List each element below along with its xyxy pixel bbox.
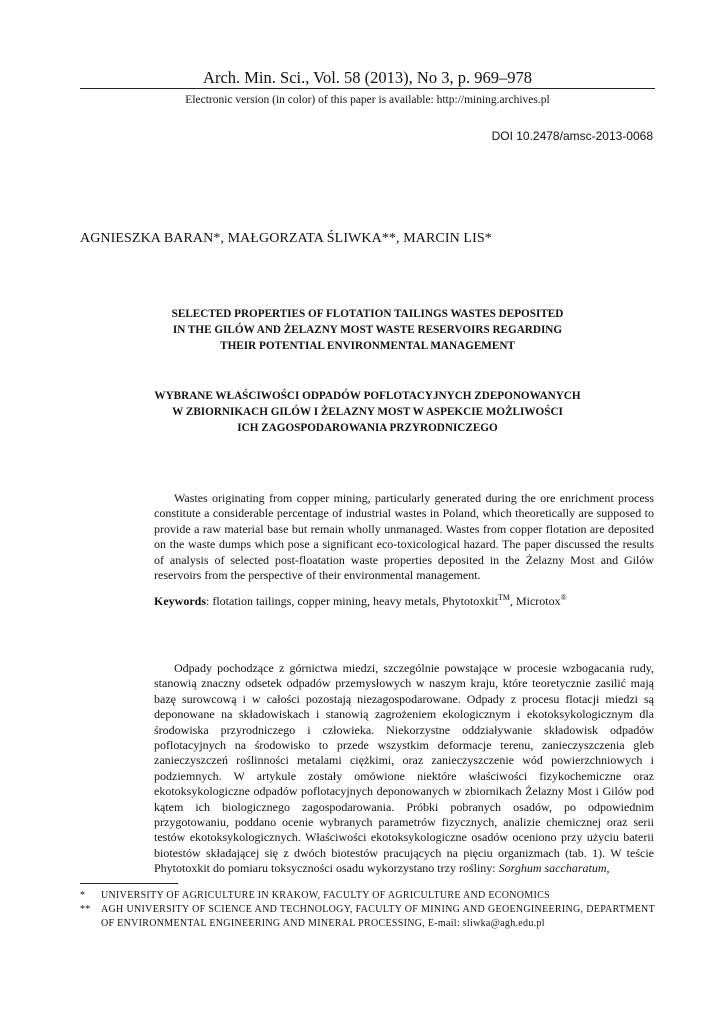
footnote-text: AGH UNIVERSITY OF SCIENCE AND TECHNOLOGY, FACULTY OF MINING AND GEOENGINEERING, DEPARTMENT OF ENVIRONMENTAL ENGINEERING AND MINERAL PROCESSING, E-mail: sliwka@agh.edu.pl [101,904,655,929]
footnote-text: UNIVERSITY OF AGRICULTURE IN KRAKOW, FACULTY OF AGRICULTURE AND ECONOMICS [101,890,550,901]
title-line: W ZBIORNIKACH GILÓW I ŻELAZNY MOST W ASPEKCIE MOŻLIWOŚCI [172,406,563,418]
abstract-polish-text [154,661,654,877]
abstract-polish-end: , [606,861,610,876]
species-name: Sorghum saccharatum [498,861,607,876]
keywords [154,593,567,609]
abstract-english [154,491,654,583]
footnote-mark: ** [80,904,91,915]
header-rule [80,88,655,89]
keywords-text: : flotation tailings, copper mining, heavy metals, Phytotoxkit [206,594,498,608]
title-line: IN THE GILÓW AND ŻELAZNY MOST WASTE RESERVOIRS REGARDING [172,324,563,336]
footnote-2 [80,903,655,930]
keywords-text-2: , Microtox [509,594,561,608]
title-line: ICH ZAGOSPODAROWANIA PRZYRODNICZEGO [237,422,498,434]
registered-sup: ® [560,593,567,602]
electronic-version-note: Electronic version (in color) of this paper is available: http://mining.archives.pl [185,94,550,106]
keywords-label: Keywords [154,594,206,608]
title-polish [120,388,615,436]
abstract-polish [154,661,654,877]
footnote-rule [80,883,178,884]
abstract-polish-body: Odpady pochodzące z górnictwa miedzi, szczególnie powstające w procesie wzbogacania rudy, stanowią znaczny odsetek odpadów przemysłowych w naszym kraju, które teoretycznie zasilić mają bazę surowcową i w całości pozostają niezagospodarowane. Odpady z procesu flotacji miedzi są deponowane na składowiskach i stanowią zagrożeniem ekologicznym i ekotoksykologicznym dla środowiska przyrodniczego i człowieka. Niekorzystne oddziaływanie składowisk odpadów poflotacyjnych na środowisko to przede wszystkim deformacje terenu, zanieczyszczenia gleb zanieczyszczeń roślinności metalami ciężkimi, oraz zanieczyszczenie wód powierzchniowych i podziemnych. W artykule zostały omówione niektóre właściwości fizykochemiczne oraz ekotoksykologiczne odpadów poflotacyjnych deponowanych w zbiornikach Żelazny Most i Gilów pod kątem ich biologicznego zagospodarowania. Próbki pobranych osadów, po odpowiednim przygotowaniu, poddano ocenie wybranych parametrów fizycznych, analizie chemicznej oraz serii testów ekotoksykologicznych. Właściwości ekotoksykologiczne osadów oceniono przy użyciu baterii biotestów składającej się z dwóch biotestów pracujących na pięciu organizmach (tab. 1). W teście Phytotoxkit do pomiaru toksyczności osadu wykorzystano trzy rośliny: [154,661,654,876]
doi: DOI 10.2478/amsc-2013-0068 [491,129,653,143]
title-line: THEIR POTENTIAL ENVIRONMENTAL MANAGEMENT [220,340,515,352]
title-line: WYBRANE WŁAŚCIWOŚCI ODPADÓW POFLOTACYJNYCH ZDEPONOWANYCH [154,390,581,402]
trademark-sup: TM [497,593,510,602]
authors: AGNIESZKA BARAN*, MAŁGORZATA ŚLIWKA**, MARCIN LIS* [80,231,492,246]
title-english [120,306,615,354]
footnote-1 [80,889,655,903]
title-line: SELECTED PROPERTIES OF FLOTATION TAILINGS WASTES DEPOSITED [171,308,564,320]
abstract-english-text: Wastes originating from copper mining, particularly generated during the ore enrichment process constitute a considerable percentage of industrial wastes in Poland, which theoretically are supposed to provide a raw material base but remain wholly unmanaged. Wastes from copper flotation are deposited on the waste dumps which pose a significant eco-toxicological hazard. The paper discussed the results of analysis of selected post-floatation waste properties deposited in the Żelazny Most and Gilów reservoirs from the perspective of their environmental management. [154,491,654,583]
journal-citation: Arch. Min. Sci., Vol. 58 (2013), No 3, p. 969–978 [203,68,532,87]
footnote-mark: * [80,890,86,901]
